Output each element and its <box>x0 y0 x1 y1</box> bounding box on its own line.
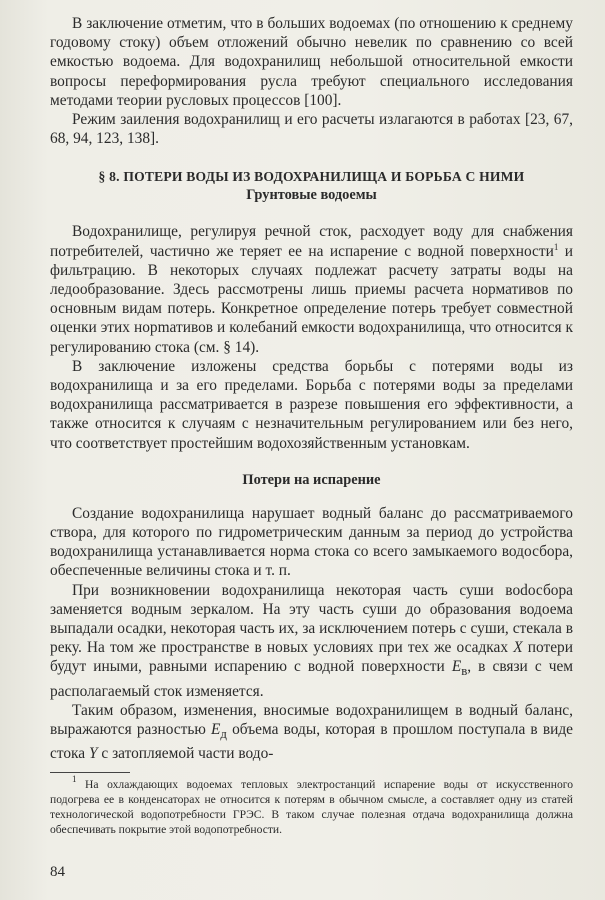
variable-x: X <box>513 639 523 657</box>
paragraph-balance-difference <box>50 701 573 764</box>
footnote-marker[interactable]: 1 <box>553 241 559 252</box>
variable-y: Y <box>88 745 98 763</box>
footnote-number: 1 <box>72 773 77 784</box>
text-fragment: с затопляемой части водо- <box>97 745 274 763</box>
variable-e-subscript: в <box>461 664 468 679</box>
paragraph-sediment-volume: В заключение отметим, что в больших водоемах (по отношению к среднему годовому стоку) объем отложений обычно невелик по сравнению со всей емкостью водоема. Для водохранилищ небольшой относительной емкости вопросы переформирования русла требуют специального исследования методами теории русловых процессов [100]. <box>50 15 573 109</box>
text-fragment: объема воды, которая в прошлом поступала в виде стока <box>50 721 573 763</box>
paragraph-reservoir-losses <box>50 222 573 356</box>
text-fragment: потери будут иными, равными испарению с водной поверхности <box>50 639 573 676</box>
variable-e-subscript: д <box>220 727 227 742</box>
text-fragment: и фильтрацию. В некоторых случаях подлежат расчету затраты воды на ледообразование. Здесь рассмотрены лишь приемы расчета нормативов по основным видам потерь. Конкретное определение потерь требует совместной оценки этих норmативов и колебаний емкости водохранилища, что относится к регулированию стока (см. § 14). <box>50 242 573 356</box>
paragraph-water-balance: Создание водохранилища нарушает водный баланс до рассматриваемого створа, для которого по гидрометрическим данным за период до устройства водохранилища устанавливается норма стока со всего замыкаемого водосбора, обеспеченные величины стока и т. п. <box>50 504 573 580</box>
subsection-title-ground-reservoirs: Грунтовые водоемы <box>246 187 377 204</box>
section-title: § 8. ПОТЕРИ ВОДЫ ИЗ ВОДОХРАНИЛИЩА И БОРЬБА С НИМИ <box>98 169 525 185</box>
paragraph-water-mirror <box>50 581 573 701</box>
variable-e: E <box>211 721 221 739</box>
footnote-divider <box>50 772 130 773</box>
paragraph-siltation-refs: Режим заиления водохранилищ и его расчеты излагаются в работах [23, 67, 68, 94, 123, 138]. <box>50 111 573 148</box>
footnote-text: На охлаждающих водоемах тепловых электростанций испарение воды от искусственного подогрева ее в конденсаторах не относится к потерям в обычном смысле, а составляет одну из статей технологической водопотребности ГРЭС. В таком случае полезная отдача водохранилища должна обеспечивать покрытие этой водопотребности. <box>50 777 573 836</box>
text-column <box>50 14 573 837</box>
text-fragment: , в связи с чем располагаемый сток изменяется. <box>50 658 574 700</box>
text-fragment: Таким образом, изменения, вносимые водохранилищем в водный баланс, выражаются разностью <box>50 701 573 739</box>
footnote <box>50 773 573 837</box>
paragraph-loss-control: В заключение изложены средства борьбы с потерями воды из водохранилища и за его пределами. Борьба с потерями воды за пределами водохранилища рассматривается в разрезе повышения его эффективности, а также относится к случаям с незначительным регулированием или без него, что соответствует простейшим водохозяйственным установкам. <box>50 357 573 452</box>
page-number: 84 <box>50 864 65 880</box>
text-fragment: При возникновении водохранилища некоторая часть суши воdосбора заменяется водным зеркалом. На эту часть суши до образования водоема выпадали осадки, некоторая часть их, за исключением потерь с суши, стекала в реку. На том же пространстве в новых условиях при тех же осадках <box>50 581 573 657</box>
text-fragment: Водохранилище, регулируя речной сток, расходует воду для снабжения потребителей, частично же теряет ее на испарение с водной поверхности <box>50 223 573 260</box>
subsection-title-evaporation: Потери на испарение <box>242 471 381 488</box>
variable-e: E <box>451 658 462 676</box>
